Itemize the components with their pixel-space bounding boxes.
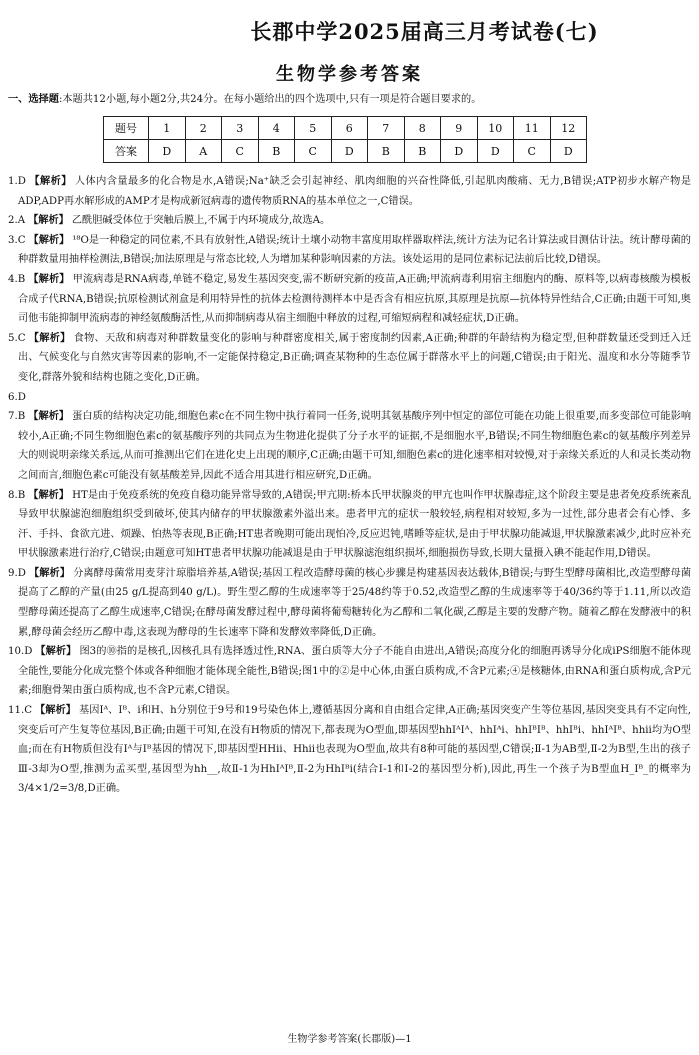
analysis-tag: 【解析】 [28,214,69,227]
answer-cell: D [477,140,514,163]
explanation-item [8,211,691,231]
explanation-item [8,231,691,270]
question-number-cell: 8 [404,117,441,140]
analysis-tag: 【解析】 [35,645,77,658]
analysis-tag: 【解析】 [28,175,72,187]
item-number: 1.D [8,176,26,187]
item-number: 2.A [8,215,26,227]
question-number-cell: 12 [550,117,587,140]
analysis-tag: 【解析】 [28,410,70,423]
explanation-item [8,270,691,329]
section-label: 一、选择题 [8,93,59,105]
item-number: 9.D [8,567,26,579]
question-number-cell: 6 [331,117,368,140]
explanation-item [8,486,691,564]
answer-cell: C [222,140,259,163]
answer-table [103,116,587,163]
page-title: 长郡中学2025届高三月考试卷(七) [250,19,599,44]
answer-row [104,140,587,163]
analysis-tag: 【解析】 [28,272,70,285]
section-instructions: :本题共12小题,每小题2分,共24分。在每小题给出的四个选项中,只有一项是符合题目要求的。 [58,94,482,105]
item-text: ¹⁸O是一种稳定的同位素,不具有放射性,A错误;统计土壤小动物丰富度用取样器取样法,统计方法为记名计算法或目测估计法。统计酵母菌的种群数量用抽样检测法,B错误;加法原理是与常态比较,人为增加某种影响因素的方法。该处运用的是同位素标记法前后比较,D错误。 [18,234,691,266]
analysis-tag: 【解析】 [28,331,71,344]
item-text: 乙酰胆碱受体位于突触后膜上,不属于内环境成分,故选A。 [71,215,331,227]
item-number: 7.B [8,411,26,423]
explanation-item [8,407,691,485]
answer-header: 答案 [104,140,149,163]
answer-cell: C [514,140,551,163]
question-number-cell: 11 [514,117,551,140]
item-number: 10.D [8,646,33,658]
analysis-tag: 【解析】 [35,704,76,717]
question-number-cell: 10 [477,117,514,140]
item-number: 5.C [8,332,26,344]
question-number-cell: 7 [368,117,405,140]
item-number: 8.B [8,489,26,501]
question-number-header: 题号 [104,117,149,140]
question-number-cell: 9 [441,117,478,140]
item-text: 蛋白质的结构决定功能,细胞色素c在不同生物中执行着同一任务,说明其氨基酸序列中恒定的部位可能在功能上很重要,而多变部位可能影响较小,A正确;不同生物细胞色素c的氨基酸序列的共同点为生物进化提供了分子水平的证据,不是细胞水平,B错误;不同生物细胞色素c的氨基酸序列差异大的则说明亲缘关系远,从而可推测出它们在进化史上出现的顺序,C正确;由题干可知,细胞色素c的进化速率相对较慢,对于亲缘关系近的人和灵长类动物之间而言,细胞色素c可能没有氨基酸差异,因此不适合用其进行相应研究,D正确。 [18,411,692,481]
answer-cell: D [331,140,368,163]
answer-cell: D [149,140,186,163]
item-text: 甲流病毒是RNA病毒,单链不稳定,易发生基因突变,需不断研究新的疫苗,A正确;甲流病毒利用宿主细胞内的酶、原料等,以病毒核酸为模板合成子代RNA,B错误;抗原检测试剂盒是利用特异性的抗体去检测待测样本中是否含有相应抗原,其原理是抗原—抗体特异性结合,C正确;由题干可知,奥司他韦能抑制甲流病毒的神经氨酸酶活性,从而抑制病毒从宿主细胞中释放的过程,可缩短病程和减轻症状,D正确。 [18,273,691,325]
analysis-tag: 【解析】 [28,488,70,501]
item-text: 图3的⑩指的是核孔,因核孔具有选择透过性,RNA、蛋白质等大分子不能自由进出,A错误;高度分化的细胞再诱导分化成iPS细胞不能体现全能性,要能分化成完整个体或各种细胞才能体现全能性,B错误;图1中的②是中心体,由蛋白质构成,不含P元素;④是核糖体,由RNA和蛋白质构成,含P元素;细胞骨架由蛋白质构成,也不含P元素,C错误。 [18,646,691,697]
answer-cell: D [441,140,478,163]
item-text: 分离酵母菌常用麦芽汁琼脂培养基,A错误;基因工程改造酵母菌的核心步骤是构建基因表达载体,B错误;与野生型酵母菌相比,改造型酵母菌提高了乙醇的产量(由25 g/L提高到40 g/L)。野生型乙醇的生成速率等于25/48约等于0.52,改造型乙醇的生成速率等于40/36约等于1.11,所以改造型酵母菌还提高了乙醇生成速率,C错误;在酵母菌发酵过程中,酵母菌将葡萄糖转化为乙醇和二氧化碳,乙醇是主要的发酵产物。随着乙醇在发酵液中的积累,酵母菌会经历乙醇中毒,这表现为酵母的生长速率下降和发酵效率降低,D正确。 [18,567,692,638]
item-text: 基因Iᴬ、Iᴮ、i和H、h分别位于9号和19号染色体上,遵循基因分离和自由组合定律,A正确;基因突变产生等位基因,基因突变具有不定向性,突变后可产生复等位基因,B正确;由题干可知,在没有H物质的情况下,都表现为O型血,即基因型hhIᴬIᴬ、hhIᴬi、hhIᴮIᴮ、hhIᴮi、hhIᴬIᴮ、hhii均为O型血;而在有H物质但没有Iᴬ与Iᴮ基因的情况下,即基因型HHii、Hhii也表现为O型血,故共有8种可能的基因型,C错误;Ⅱ-1为AB型,Ⅱ-2为B型,生出的孩子Ⅲ-3却为O型,推测为孟买型,基因型为hh__,故Ⅱ-1为HhIᴬIᴮ,Ⅱ-2为HhIᴮi(结合Ⅰ-1和Ⅰ-2的基因型分析),因此,再生一个孩子为B型血H_Iᴮ_的概率为3/4×1/2=3/8,D正确。 [18,705,692,795]
answer-cell: B [258,140,295,163]
page-footer: 生物学参考答案(长郡版)—1 [287,1034,412,1045]
explanation-item [8,329,691,388]
item-text: 食物、天敌和病毒对种群数量变化的影响与种群密度相关,属于密度制约因素,A正确;种群的年龄结构为稳定型,但种群数量还受到迁入迁出、气候变化与自然灾害等因素的影响,不一定能保持稳定,B正确;调查某物种的生态位属于群落水平上的问题,C错误;由于阳光、温度和水分等随季节变化,群落外貌和结构也随之变化,D正确。 [18,332,692,383]
item-number: 11.C [8,705,32,717]
question-number-cell: 3 [222,117,259,140]
analysis-tag: 【解析】 [28,566,71,579]
page-subtitle: 生物学参考答案 [276,64,423,85]
explanation-item [8,642,691,701]
explanation-item [8,388,691,408]
explanation-item [8,172,691,211]
answer-cell: A [185,140,222,163]
item-number: 3.C [8,234,26,246]
question-number-row [104,117,587,140]
answer-cell: B [404,140,441,163]
item-text: 人体内含量最多的化合物是水,A错误;Na⁺缺乏会引起神经、肌肉细胞的兴奋性降低,引起肌肉酸痛、无力,B错误;ATP初步水解产物是ADP,ADP再水解形成的AMP才是构成新冠病毒的遗传物质RNA的基本单位之一,C错误。 [18,176,692,207]
item-number: 6.D [8,391,26,403]
question-number-cell: 5 [295,117,332,140]
explanations-list [8,172,691,799]
answer-cell: D [550,140,587,163]
question-number-cell: 4 [258,117,295,140]
question-number-cell: 2 [185,117,222,140]
answer-cell: C [295,140,332,163]
explanation-item [8,564,691,642]
question-number-cell: 1 [149,117,186,140]
item-text: HT是由于免疫系统的免疫自稳功能异常导致的,A错误;甲亢期:桥本氏甲状腺炎的甲亢也叫作甲状腺毒症,这个阶段主要是患者免疫系统紊乱导致甲状腺滤泡细胞组织受到破坏,使其内储存的甲状腺激素外溢出来。患者甲亢的症状一般较轻,病程相对较短,多为一过性,部分患者会有心悸、多汗、手抖、食欲亢进、烦躁、怕热等表现,B正确;HT患者晚期可能出现怕冷,反应迟钝,嗜睡等症状,是由于甲状腺功能减退,甲状腺激素减少,此时应补充甲状腺激素进行治疗,C错误;由题意可知HT患者甲状腺功能减退是由于甲状腺滤泡组织损坏,细胞损伤导致,长期大量摄入碘不能起作用,D错误。 [18,489,692,560]
answer-cell: B [368,140,405,163]
analysis-tag: 【解析】 [28,233,70,246]
section-heading [8,92,691,107]
item-number: 4.B [8,273,26,285]
explanation-item [8,701,691,799]
